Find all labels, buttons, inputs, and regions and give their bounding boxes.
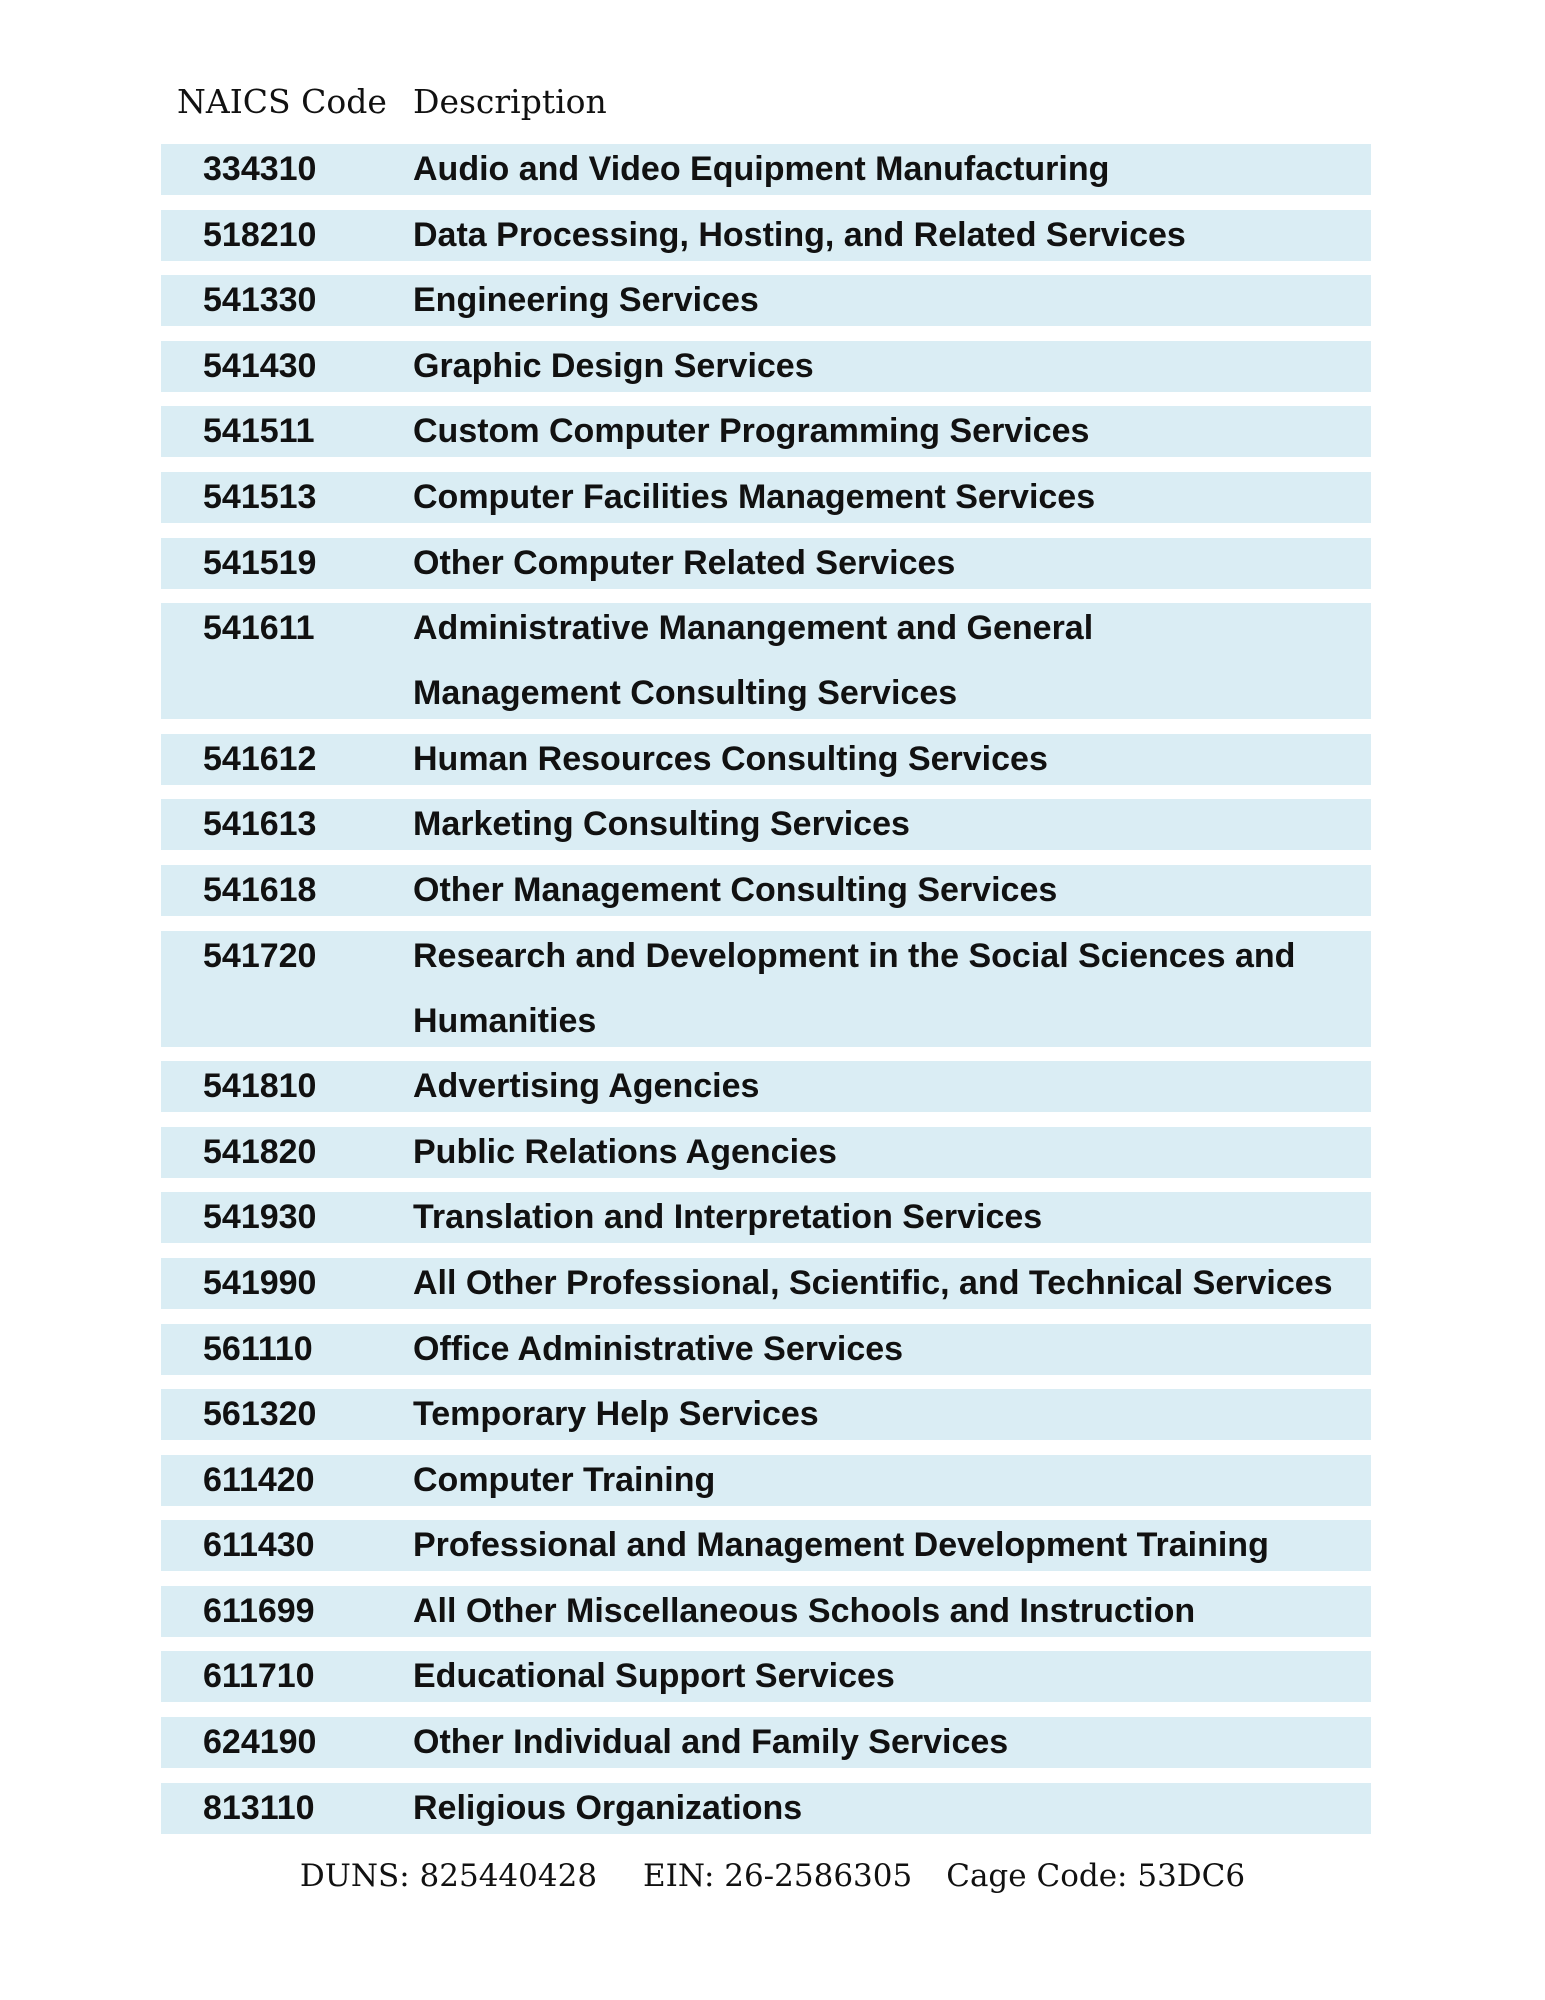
naics-code-cell: 541611: [203, 609, 315, 648]
description-cell: [413, 1651, 1371, 1702]
description-cell: [413, 472, 1371, 523]
description-line: Audio and Video Equipment Manufacturing: [413, 150, 1110, 188]
table-row: [161, 799, 1371, 850]
description-line: Public Relations Agencies: [413, 1132, 837, 1171]
description-line: Marketing Consulting Services: [413, 805, 910, 844]
naics-code-cell: 541612: [203, 739, 317, 778]
description-cell: [413, 734, 1371, 785]
description-cell: [413, 275, 1371, 326]
table-row: [161, 1783, 1371, 1834]
naics-code-cell: 541330: [203, 281, 317, 320]
description-line: Custom Computer Programming Services: [413, 412, 1090, 451]
table-row: [161, 1324, 1371, 1375]
table-row: [161, 341, 1371, 392]
description-line: Professional and Management Development Training: [413, 1526, 1269, 1565]
ein-number: EIN: 26-2586305: [643, 1858, 913, 1894]
description-cell: [413, 596, 1371, 726]
naics-code-cell: 541618: [203, 870, 317, 909]
description-cell: [413, 1455, 1371, 1506]
table-row: [161, 275, 1371, 326]
naics-code-cell: 541990: [203, 1263, 317, 1302]
description-cell: [413, 799, 1371, 850]
naics-code-cell: 611420: [203, 1460, 315, 1499]
naics-code-cell: 561110: [203, 1329, 313, 1368]
table-row: [161, 1455, 1371, 1506]
description-cell: [413, 865, 1371, 916]
table-row: [161, 1717, 1371, 1768]
description-line: Translation and Interpretation Services: [413, 1198, 1043, 1237]
naics-code-cell: 541820: [203, 1132, 317, 1171]
table-row: [161, 1520, 1371, 1571]
description-cell: [413, 1127, 1371, 1178]
naics-code-cell: 541720: [203, 936, 317, 975]
naics-code-cell: 541430: [203, 346, 317, 385]
description-line: Human Resources Consulting Services: [413, 739, 1048, 778]
description-cell: [413, 1389, 1371, 1440]
description-line: Graphic Design Services: [413, 346, 814, 385]
description-line: Humanities: [413, 1001, 597, 1040]
table-row: [161, 1258, 1371, 1309]
table-row: [161, 865, 1371, 916]
table-row: [161, 472, 1371, 523]
duns-number: DUNS: 825440428: [299, 1858, 598, 1894]
description-line: Computer Facilities Management Services: [413, 477, 1096, 516]
naics-code-cell: 334310: [203, 150, 317, 188]
description-cell: [413, 406, 1371, 457]
description-cell: [413, 1192, 1371, 1243]
description-cell: [413, 144, 1371, 195]
description-line: All Other Professional, Scientific, and Technical Services: [413, 1263, 1333, 1302]
company-identifiers-footer: [0, 1858, 1545, 1894]
description-line: All Other Miscellaneous Schools and Instruction: [413, 1591, 1196, 1630]
description-line: Temporary Help Services: [413, 1395, 819, 1434]
description-line: Administrative Manangement and General: [413, 609, 1094, 648]
description-line: Engineering Services: [413, 281, 759, 320]
naics-code-cell: 541511: [203, 412, 315, 451]
description-cell: [413, 1783, 1371, 1834]
description-line: Data Processing, Hosting, and Related Services: [413, 215, 1186, 254]
description-cell: [413, 210, 1371, 261]
description-cell: [413, 1717, 1371, 1768]
description-line: Religious Organizations: [413, 1788, 803, 1827]
table-row: [161, 538, 1371, 589]
description-line: Management Consulting Services: [413, 674, 958, 713]
table-header: [177, 82, 1387, 132]
naics-code-cell: 611710: [203, 1657, 315, 1696]
naics-code-column-header: NAICS Code: [177, 82, 387, 121]
description-cell: [413, 1586, 1371, 1637]
naics-code-table: [161, 144, 1371, 1848]
table-row: [161, 734, 1371, 785]
description-cell: [413, 1258, 1371, 1309]
naics-code-cell: 541519: [203, 543, 317, 582]
description-cell: [413, 1061, 1371, 1112]
table-row: [161, 931, 1371, 1047]
naics-code-cell: 611430: [203, 1526, 315, 1565]
table-row: [161, 1389, 1371, 1440]
table-row: [161, 1651, 1371, 1702]
description-cell: [413, 1520, 1371, 1571]
description-column-header: Description: [413, 82, 607, 121]
naics-code-cell: 541613: [203, 805, 317, 844]
naics-code-cell: 624190: [203, 1723, 317, 1762]
table-row: [161, 1127, 1371, 1178]
description-cell: [413, 341, 1371, 392]
description-line: Office Administrative Services: [413, 1329, 904, 1368]
description-cell: [413, 1324, 1371, 1375]
cage-code: Cage Code: 53DC6: [946, 1858, 1246, 1894]
description-line: Advertising Agencies: [413, 1067, 760, 1106]
description-line: Other Individual and Family Services: [413, 1723, 1009, 1762]
naics-code-cell: 813110: [203, 1788, 315, 1827]
naics-code-cell: 541513: [203, 477, 317, 516]
description-cell: [413, 924, 1371, 1054]
description-line: Computer Training: [413, 1460, 716, 1499]
description-cell: [413, 538, 1371, 589]
naics-code-cell: 518210: [203, 215, 317, 254]
table-row: [161, 406, 1371, 457]
naics-code-cell: 611699: [203, 1591, 315, 1630]
table-row: [161, 144, 1371, 195]
description-line: Research and Development in the Social Sciences and: [413, 936, 1296, 975]
table-row: [161, 1586, 1371, 1637]
description-line: Other Management Consulting Services: [413, 870, 1058, 909]
description-line: Other Computer Related Services: [413, 543, 956, 582]
naics-code-cell: 541810: [203, 1067, 317, 1106]
table-row: [161, 603, 1371, 719]
table-row: [161, 1192, 1371, 1243]
table-row: [161, 210, 1371, 261]
naics-code-cell: 541930: [203, 1198, 317, 1237]
naics-code-cell: 561320: [203, 1395, 317, 1434]
table-row: [161, 1061, 1371, 1112]
description-line: Educational Support Services: [413, 1657, 895, 1696]
